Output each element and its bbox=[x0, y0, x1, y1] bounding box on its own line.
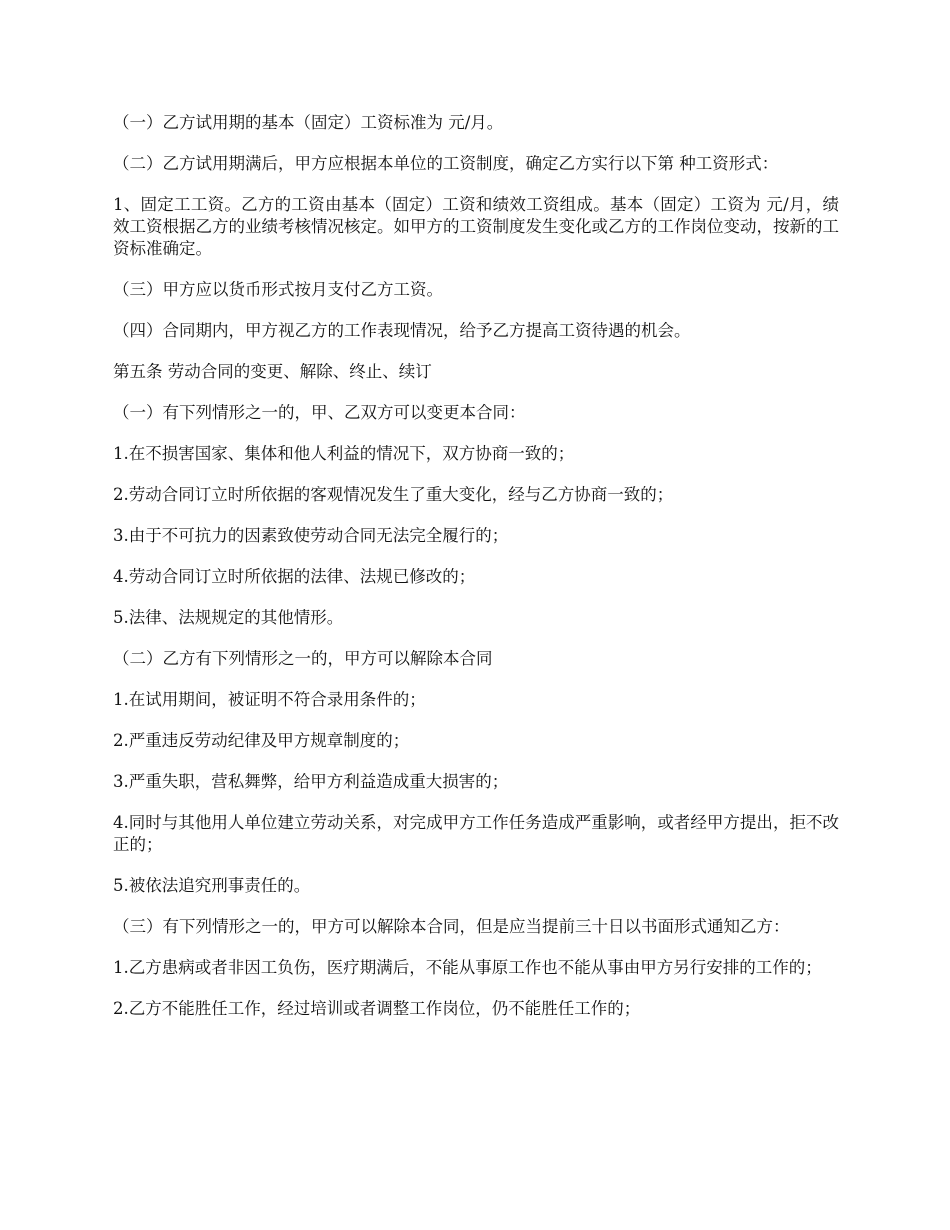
paragraph-probation-base-salary: （一）乙方试用期的基本（固定）工资标准为 元/月。 bbox=[113, 113, 504, 132]
list-item: 5.被依法追究刑事责任的。 bbox=[113, 876, 311, 895]
list-item: 2.劳动合同订立时所依据的客观情况发生了重大变化，经与乙方协商一致的； bbox=[113, 485, 674, 504]
paragraph-salary-form: （二）乙方试用期满后，甲方应根据本单位的工资制度，确定乙方实行以下第 种工资形式： bbox=[113, 154, 779, 173]
list-item: 1.在不损害国家、集体和他人利益的情况下，双方协商一致的； bbox=[113, 444, 575, 463]
paragraph-fixed-wage: 1、固定工工资。乙方的工资由基本（固定）工资和绩效工资组成。基本（固定）工资为 元/月，绩效工资根据乙方的业绩考核情况核定。如甲方的工资制度发生变化或乙方的工作岗位变动，按新的工资标准确定。 bbox=[113, 195, 839, 258]
paragraph-termination-by-employee-fault: （二）乙方有下列情形之一的，甲方可以解除本合同 bbox=[113, 649, 493, 668]
list-item: 4.劳动合同订立时所依据的法律、法规已修改的； bbox=[113, 567, 476, 586]
list-item: 5.法律、法规规定的其他情形。 bbox=[113, 608, 344, 627]
paragraph-monetary-payment: （三）甲方应以货币形式按月支付乙方工资。 bbox=[113, 280, 443, 299]
list-item: 4.同时与其他用人单位建立劳动关系，对完成甲方工作任务造成严重影响，或者经甲方提出，拒不改正的； bbox=[113, 813, 839, 854]
paragraph-termination-with-notice: （三）有下列情形之一的，甲方可以解除本合同，但是应当提前三十日以书面形式通知乙方： bbox=[113, 917, 790, 936]
document-body bbox=[113, 112, 839, 1039]
list-item: 3.由于不可抗力的因素致使劳动合同无法完全履行的； bbox=[113, 526, 509, 545]
paragraph-salary-raise: （四）合同期内，甲方视乙方的工作表现情况，给予乙方提高工资待遇的机会。 bbox=[113, 321, 691, 340]
section-heading-article-5: 第五条 劳动合同的变更、解除、终止、续订 bbox=[113, 362, 432, 381]
paragraph-change-conditions: （一）有下列情形之一的，甲、乙双方可以变更本合同： bbox=[113, 403, 526, 422]
list-item: 1.在试用期间，被证明不符合录用条件的； bbox=[113, 690, 426, 709]
list-item: 2.乙方不能胜任工作，经过培训或者调整工作岗位，仍不能胜任工作的； bbox=[113, 999, 641, 1018]
list-item: 2.严重违反劳动纪律及甲方规章制度的； bbox=[113, 731, 410, 750]
list-item: 3.严重失职，营私舞弊，给甲方利益造成重大损害的； bbox=[113, 772, 509, 791]
list-item: 1.乙方患病或者非因工负伤，医疗期满后，不能从事原工作也不能从事由甲方另行安排的工作的； bbox=[113, 958, 822, 977]
